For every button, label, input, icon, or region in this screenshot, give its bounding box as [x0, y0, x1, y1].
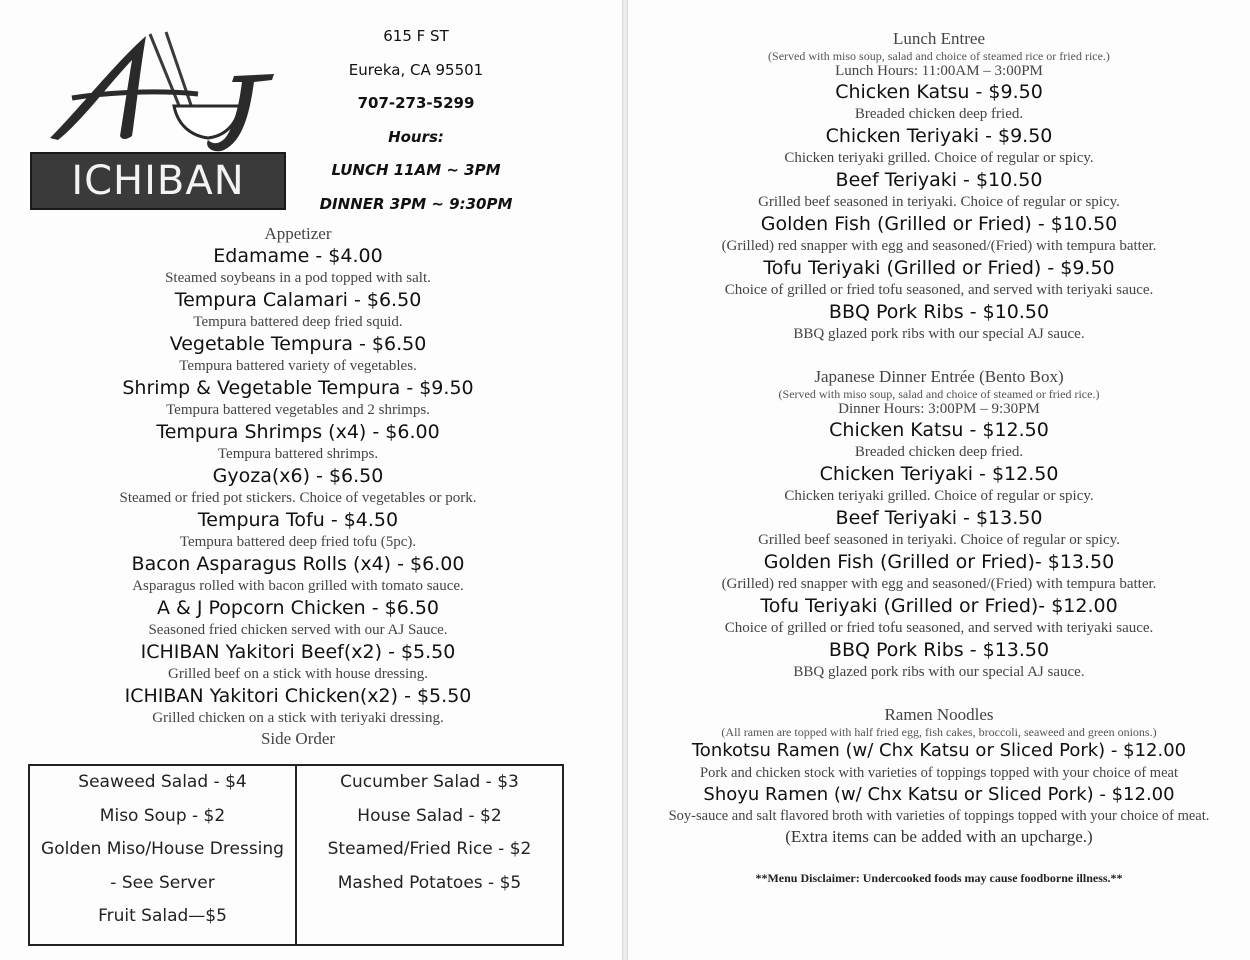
address-city: Eureka, CA 95501: [348, 60, 484, 79]
menu-right-page: [628, 0, 1250, 960]
lunch-hours: LUNCH 11AM ~ 3PM: [331, 161, 501, 179]
menu-item-desc: Tempura battered variety of vegetables.: [179, 358, 417, 374]
entree-sections: [628, 28, 1250, 886]
side-item: Cucumber Salad - $3: [340, 772, 519, 792]
menu-item-name: Golden Fish (Grilled or Fried) - $10.50: [760, 213, 1118, 235]
menu-item-desc: Tempura battered vegetables and 2 shrimps.: [166, 402, 430, 418]
menu-item-name: Gyoza(x6) - $6.50: [212, 465, 384, 487]
menu-item-name: BBQ Pork Ribs - $10.50: [828, 301, 1050, 323]
side-item: Mashed Potatoes - $5: [337, 872, 522, 893]
brand-name: ICHIBAN: [30, 152, 286, 210]
menu-item-desc: Asparagus rolled with bacon grilled with tomato sauce.: [132, 578, 464, 594]
menu-disclaimer: **Menu Disclaimer: Undercooked foods may cause foodborne illness.**: [755, 871, 1123, 885]
menu-item-name: Bacon Asparagus Rolls (x4) - $6.00: [131, 553, 465, 575]
menu-item-name: Shoyu Ramen (w/ Chx Katsu or Sliced Pork) - $12.00: [703, 784, 1175, 805]
side-item: Fruit Salad—$5: [98, 906, 227, 927]
menu-item-desc: (Grilled) red snapper with egg and seasoned/(Fried) with tempura batter.: [721, 576, 1157, 592]
menu-item-desc: Chicken teriyaki grilled. Choice of regular or spicy.: [784, 488, 1094, 504]
menu-item-desc: Choice of grilled or fried tofu seasoned, and served with teriyaki sauce.: [724, 282, 1154, 298]
side-order-right-column: [295, 766, 562, 944]
menu-item-name: ICHIBAN Yakitori Chicken(x2) - $5.50: [124, 685, 472, 707]
menu-item-name: BBQ Pork Ribs - $13.50: [828, 639, 1050, 661]
dinner-hours-line: Dinner Hours: 3:00PM – 9:30PM: [838, 401, 1040, 417]
menu-item-name: Vegetable Tempura - $6.50: [169, 333, 427, 355]
menu-item-name: Chicken Teriyaki - $9.50: [825, 125, 1053, 147]
restaurant-info: [296, 20, 536, 221]
menu-item-name: ICHIBAN Yakitori Beef(x2) - $5.50: [140, 641, 456, 663]
menu-item-name: Beef Teriyaki - $10.50: [835, 169, 1043, 191]
menu-item-desc: BBQ glazed pork ribs with our special AJ sauce.: [793, 664, 1085, 680]
menu-item-desc: Grilled beef on a stick with house dressing.: [168, 666, 428, 682]
menu-item-name: Tofu Teriyaki (Grilled or Fried) - $9.50: [763, 257, 1115, 279]
menu-item-name: Tonkotsu Ramen (w/ Chx Katsu or Sliced Pork) - $12.00: [691, 740, 1187, 761]
menu-item-desc: Pork and chicken stock with varieties of toppings topped with your choice of meat: [700, 765, 1178, 781]
menu-item-desc: Tempura battered shrimps.: [217, 446, 379, 462]
side-item: House Salad - $2: [357, 805, 502, 826]
lunch-title: Lunch Entree: [892, 29, 986, 48]
menu-item-desc: Breaded chicken deep fried.: [854, 444, 1024, 460]
menu-item-name: A & J Popcorn Chicken - $6.50: [156, 597, 440, 619]
address-street: 615 F ST: [383, 27, 449, 45]
menu-item-name: Tempura Shrimps (x4) - $6.00: [156, 421, 440, 443]
menu-item-name: Chicken Katsu - $9.50: [835, 81, 1043, 103]
menu-item-name: Golden Fish (Grilled or Fried)- $13.50: [763, 551, 1115, 573]
menu-item-desc: Chicken teriyaki grilled. Choice of regular or spicy.: [784, 150, 1094, 166]
extra-items-note: (Extra items can be added with an upcharge.): [785, 827, 1093, 846]
side-item: Steamed/Fried Rice - $2: [327, 839, 532, 860]
ramen-title: Ramen Noodles: [884, 705, 994, 724]
side-order-title: Side Order: [260, 729, 336, 748]
side-order-box: [28, 764, 564, 946]
menu-item-desc: Grilled beef seasoned in teriyaki. Choice of regular or spicy.: [758, 194, 1120, 210]
menu-item-name: Tofu Teriyaki (Grilled or Fried)- $12.00: [760, 595, 1118, 617]
lunch-note: (Served with miso soup, salad and choice of steamed rice or fried rice.): [768, 49, 1110, 63]
menu-item-desc: Tempura battered deep fried squid.: [193, 314, 403, 330]
side-item: Golden Miso/House Dressing: [41, 839, 284, 860]
dinner-section: [628, 366, 1250, 682]
menu-item-desc: Soy-sauce and salt flavored broth with varieties of toppings topped with your choice of meat.: [668, 808, 1210, 824]
menu-item-desc: BBQ glazed pork ribs with our special AJ sauce.: [793, 326, 1085, 342]
ramen-note: (All ramen are topped with half fried egg, fish cakes, broccoli, seaweed and green onions.): [721, 725, 1157, 739]
restaurant-logo: [28, 30, 290, 216]
menu-item-desc: Breaded chicken deep fried.: [854, 106, 1024, 122]
ramen-section: [628, 704, 1250, 886]
menu-item-name: Shrimp & Vegetable Tempura - $9.50: [122, 377, 474, 399]
menu-item-name: Tempura Calamari - $6.50: [174, 289, 422, 311]
lunch-hours-line: Lunch Hours: 11:00AM – 3:00PM: [835, 63, 1043, 79]
menu-item-name: Chicken Katsu - $12.50: [829, 419, 1049, 441]
menu-item-desc: Choice of grilled or fried tofu seasoned, and served with teriyaki sauce.: [724, 620, 1154, 636]
hours-label: Hours:: [388, 127, 444, 146]
side-item: Miso Soup - $2: [99, 805, 226, 826]
appetizer-section: [0, 223, 596, 749]
dinner-note: (Served with miso soup, salad and choice of steamed or fried rice.): [778, 387, 1100, 401]
menu-item-name: Chicken Teriyaki - $12.50: [819, 463, 1059, 485]
menu-item-name: Beef Teriyaki - $13.50: [835, 507, 1043, 529]
side-order-left-column: [30, 766, 295, 944]
dinner-title: Japanese Dinner Entrée (Bento Box): [814, 367, 1064, 386]
lunch-section: [628, 28, 1250, 344]
menu-item-name: Tempura Tofu - $4.50: [197, 509, 399, 531]
menu-item-desc: Steamed soybeans in a pod topped with salt.: [165, 270, 431, 286]
side-item: - See Server: [110, 872, 215, 893]
menu-item-name: Edamame - $4.00: [213, 245, 383, 267]
phone-number: 707-273-5299: [357, 94, 475, 112]
menu-item-desc: Grilled beef seasoned in teriyaki. Choice of regular or spicy.: [758, 532, 1120, 548]
dinner-hours: DINNER 3PM ~ 9:30PM: [319, 194, 513, 213]
appetizer-title: Appetizer: [264, 224, 332, 243]
menu-item-desc: Steamed or fried pot stickers. Choice of vegetables or pork.: [119, 490, 477, 506]
menu-left-page: [0, 0, 622, 960]
menu-item-desc: Tempura battered deep fried tofu (5pc).: [179, 534, 417, 550]
menu-item-desc: Grilled chicken on a stick with teriyaki dressing.: [152, 710, 444, 726]
bowl-chopsticks-logo-icon: [28, 30, 290, 160]
menu-item-desc: Seasoned fried chicken served with our AJ Sauce.: [148, 622, 448, 638]
side-item: Seaweed Salad - $4: [78, 772, 247, 792]
menu-item-desc: (Grilled) red snapper with egg and seasoned/(Fried) with tempura batter.: [721, 238, 1157, 254]
